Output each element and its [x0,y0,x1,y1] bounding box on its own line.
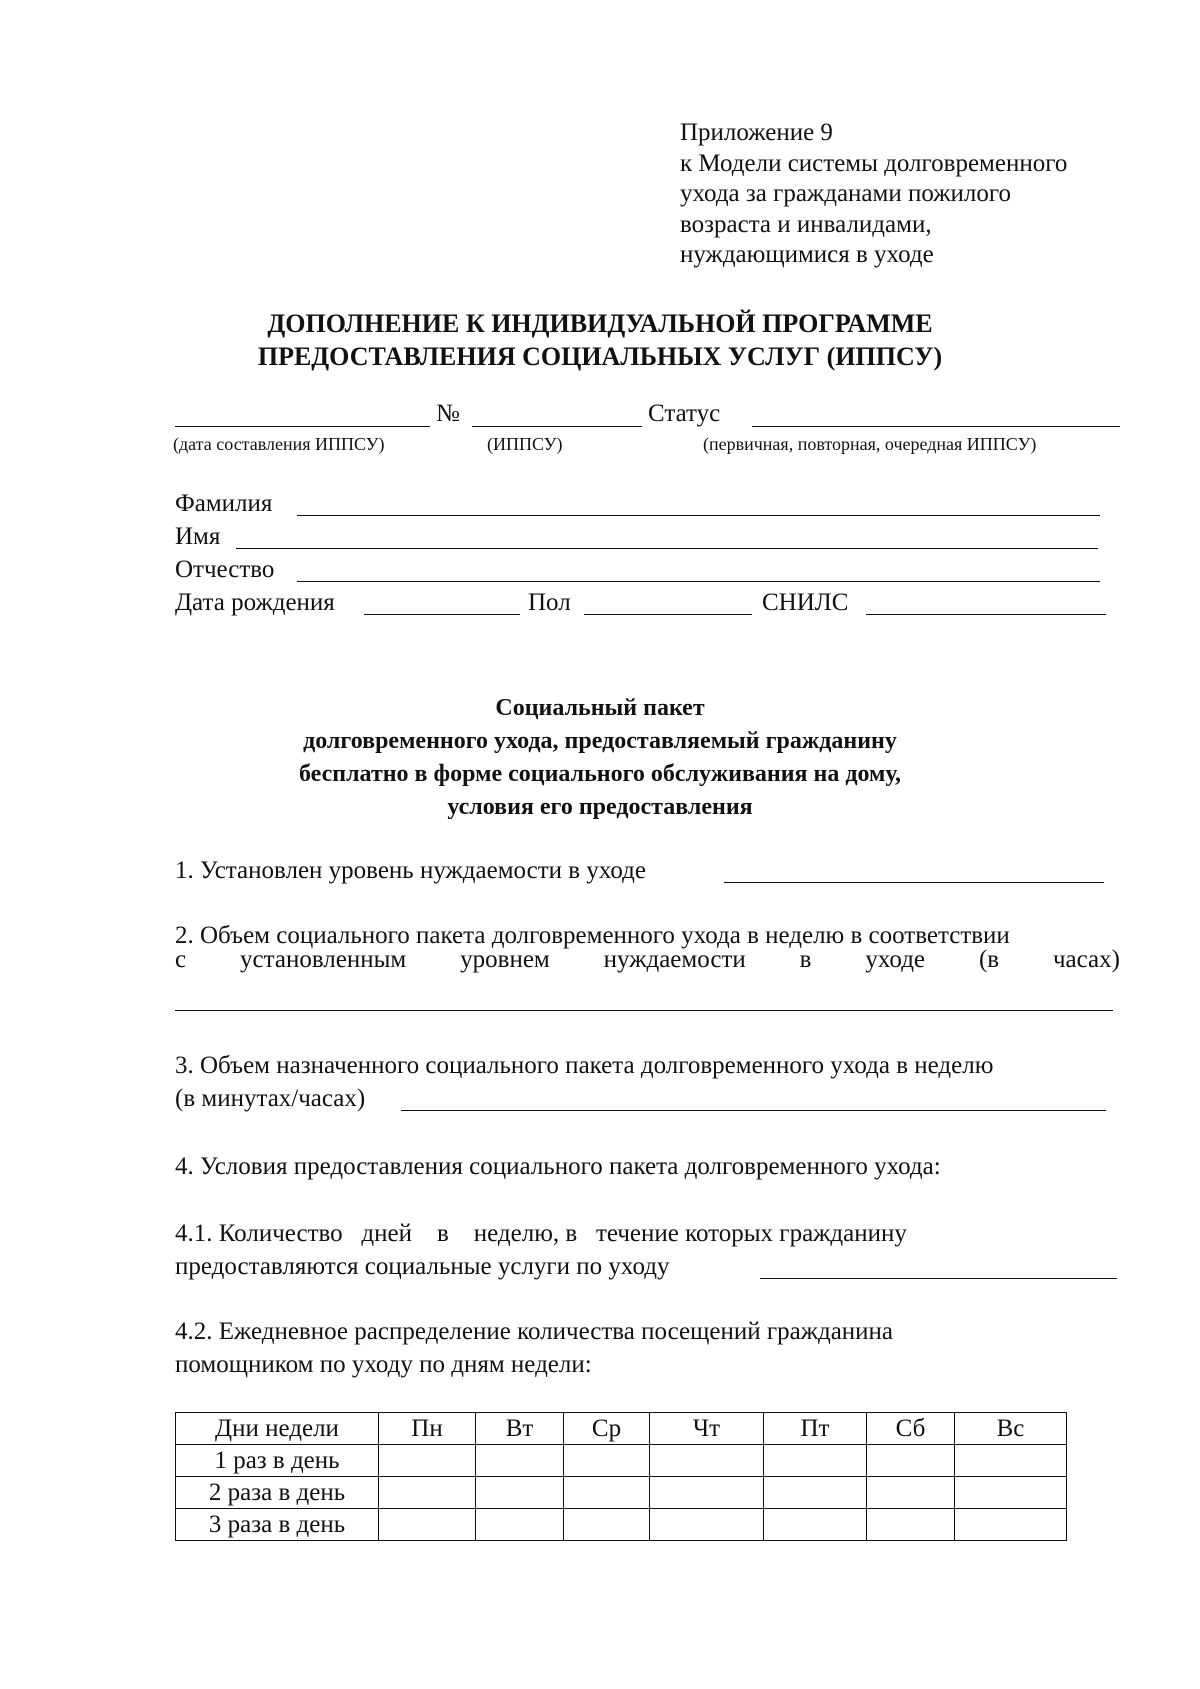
assigned-volume-field-line[interactable] [401,1110,1106,1111]
appendix-line-4: возраста и инвалидами, [680,210,932,238]
table-cell[interactable] [564,1509,650,1541]
column-header-fri: Пт [764,1413,867,1445]
item-2-word: в [799,946,812,973]
caption-date: (дата составления ИППСУ) [173,434,385,454]
item-2-word: нуждаемости [603,946,746,973]
column-header-sun: Вс [955,1413,1067,1445]
table-cell[interactable] [564,1477,650,1509]
patronymic-field-line[interactable] [297,581,1100,582]
item-4-text: 4. Условия предоставления социального пакета долговременного ухода: [175,1153,941,1180]
item-4-1-line-2: предоставляются социальные услуги по уходу [175,1253,670,1280]
column-header-mon: Пн [379,1413,476,1445]
table-cell[interactable] [764,1509,867,1541]
item-3-line-1: 3. Объем назначенного социального пакета долговременного ухода в неделю [175,1052,994,1079]
table-cell[interactable] [867,1509,955,1541]
item-2-word: (в [978,946,1000,973]
title-line-2: ПРЕДОСТАВЛЕНИЯ СОЦИАЛЬНЫХ УСЛУГ (ИППСУ) [257,342,943,371]
sex-label: Пол [528,589,571,616]
patronymic-label: Отчество [175,556,275,583]
section-line-4: условия его предоставления [447,794,753,820]
item-1-text: 1. Установлен уровень нуждаемости в уходе [175,857,646,884]
table-cell[interactable] [379,1509,476,1541]
column-header-tue: Вт [476,1413,564,1445]
birthdate-label: Дата рождения [175,589,335,616]
appendix-line-5: нуждающимися в уходе [680,241,934,268]
column-header-thu: Чт [650,1413,764,1445]
table-row [176,1477,1067,1509]
table-header-row [176,1413,1067,1445]
appendix-line-3: ухода за гражданами пожилого [680,180,1011,207]
caption-status: (первичная, повторная, очередная ИППСУ) [703,434,1037,454]
birthdate-field-line[interactable] [364,614,520,615]
name-label: Имя [175,523,221,550]
item-2-line-1: 2. Объем социального пакета долговременного ухода в неделю в соответствии [175,922,1010,949]
table-cell[interactable] [955,1477,1067,1509]
number-sign: № [436,400,460,427]
table-cell[interactable] [650,1509,764,1541]
weekly-visits-table [175,1412,1067,1541]
document-title [0,307,1200,373]
column-header-wed: Ср [564,1413,650,1445]
snils-field-line[interactable] [866,614,1106,615]
section-heading [0,692,1200,824]
section-line-3: бесплатно в форме социального обслуживания на дому, [298,761,901,787]
table-row [176,1445,1067,1477]
table-cell[interactable] [476,1445,564,1477]
item-2-word: установленным [240,946,407,973]
appendix-note [680,118,1067,271]
item-4-2-line-1: 4.2. Ежедневное распределение количества посещений гражданина [175,1318,894,1345]
snils-label: СНИЛС [762,589,849,616]
item-2-word: часах) [1052,946,1120,973]
item-2-word: уровнем [460,946,550,973]
table-cell[interactable] [650,1477,764,1509]
item-2-word: уходе [865,946,926,973]
appendix-line-2: к Модели системы долговременного [680,149,1068,177]
table-row [176,1509,1067,1541]
name-field-line[interactable] [236,548,1098,549]
package-volume-field-line[interactable] [175,1010,1113,1011]
status-field-line[interactable] [752,426,1120,427]
table-cell[interactable] [955,1445,1067,1477]
need-level-field-line[interactable] [724,882,1104,883]
status-label: Статус [648,400,721,427]
row-label-thrice: 3 раза в день [176,1509,379,1541]
surname-field-line[interactable] [297,515,1100,516]
date-field-line[interactable] [175,426,430,427]
sex-field-line[interactable] [584,614,752,615]
ippsu-number-field-line[interactable] [472,426,642,427]
table-cell[interactable] [476,1477,564,1509]
caption-number: (ИППСУ) [487,434,563,454]
table-cell[interactable] [867,1477,955,1509]
table-cell[interactable] [379,1477,476,1509]
section-line-2: долговременного ухода, предоставляемый гражданину [303,728,897,754]
table-cell[interactable] [955,1509,1067,1541]
section-line-1: Социальный пакет [495,695,705,721]
column-header-sat: Сб [867,1413,955,1445]
table-cell[interactable] [764,1445,867,1477]
table-cell[interactable] [476,1509,564,1541]
title-line-1: ДОПОЛНЕНИЕ К ИНДИВИДУАЛЬНОЙ ПРОГРАММЕ [267,309,933,338]
row-label-once: 1 раз в день [176,1445,379,1477]
item-3-line-2: (в минутах/часах) [175,1085,366,1112]
item-4-1-line-1: 4.1. Количество дней в неделю, в течение которых гражданину [175,1220,907,1247]
days-per-week-field-line[interactable] [760,1278,1117,1279]
row-label-twice: 2 раза в день [176,1477,379,1509]
table-cell[interactable] [564,1445,650,1477]
table-cell[interactable] [867,1445,955,1477]
item-2-line-2 [175,946,1120,975]
surname-label: Фамилия [175,490,273,517]
table-cell[interactable] [764,1477,867,1509]
appendix-line-1: Приложение 9 [680,119,833,146]
item-2-word: с [175,946,187,973]
table-cell[interactable] [379,1445,476,1477]
item-4-2-line-2: помощником по уходу по дням недели: [175,1351,592,1378]
column-header-weekday: Дни недели [176,1413,379,1445]
table-cell[interactable] [650,1445,764,1477]
